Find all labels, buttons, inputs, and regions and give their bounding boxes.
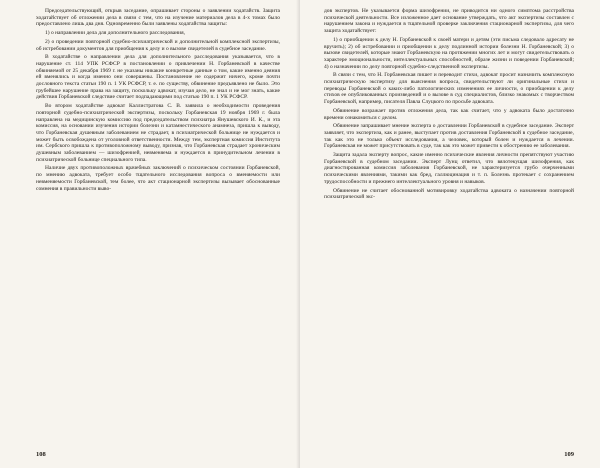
paragraph: 2) о проведении повторной судебно-психиатрической и дополнительной комплексной экспертизы, об истребовании документов для приобщения к делу и о вызове свидетелей в судебное заседание. <box>36 38 280 52</box>
paragraph: Обвинение не считает обоснованной мотивировку ходатайства адвоката о назначении повторной психиатрической экс- <box>324 187 574 201</box>
paragraph: В ходатайстве о направлении дела для дополнительного расследования указывается, что в нарушение ст. 114 УПК РСФСР в постановлении о привлечении Н. Горбаневской в качестве обвиняемой от 25 декабря 1969 г. не указаны никакие конкретные данные о том, какие именно деяния ей вменялись и когда именно они совершены. Постановление не содержит ничего, кроме почти дословного текста статьи 190 п. 1 УК РСФСР, т. е. по существу, обвинение предъявлено не было. Это грубейшее нарушение права на защиту, поскольку адвокат, изучая дело, не знал и не мог знать, какие действия Горбаневской следствие считает подпадающими под статью 190 п. 1 УК РСФСР. <box>36 54 280 101</box>
right-page-text <box>324 8 574 201</box>
paragraph: дов экспертов. Не указывается форма шизофрении, не приводится ни одного симптома расстройства психической деятельности. Все изложенное дает основание утверждать, что акт экспертизы составлен с нарушением закона и нуждается в тщательной проверке заключения стационарной экспертизы, для чего защита ходатайствует: <box>324 8 574 35</box>
page-number: 108 <box>36 451 46 458</box>
paragraph: Наличие двух противоположных врачебных заключений о психическом состоянии Горбаневской, по мнению адвоката, требует особо тщательного исследования вопроса о вменяемости или невменяемости Горбаневской, тем более, что акт стационарной экспертизы вызывает обоснованные сомнения в правильности выво- <box>36 165 280 192</box>
paragraph: 1) о приобщении к делу Н. Горбаневской к своей матери и детям (эти письма следовало адресату не вручить); 2) об истребовании и приобщении к делу подлинной истории болезни Н. Горбаневской; 3) о вызове свидетелей, которые знают Горбаневскую на протяжении многих лет и могут свидетельствовать о характере эмоциональности, интеллектуальных способностей, образе жизни и поведении Горбаневской; 4) о назначении по делу повторной судебно-следственной экспертизы. <box>324 36 574 70</box>
paragraph: В связи с тем, что Н. Горбаневская пишет и переводит стихи, адвокат просит назначить комплексную психиатрическую экспертизу для выяснения вопроса, свидетельствуют ли оригинальные стихи и переводы Горбаневской о каких-либо патологических изменениях ее личности, о приобщении к делу стихов ее опубликованных произведений и о вызове в суд специалистов, близко знакомых с творчеством Горбаневской, например, писателя Павла Слуцкого по просьбе адвоката. <box>324 72 574 106</box>
paragraph: Защита задала эксперту вопрос, какие именно психические явления личности препятствуют участию Горбаневской в судебном заседании. Эксперт Лунц ответил, что вялотекущая шизофрения, как диагностированная комиссия заболевания Горбаневской, не характеризуется грубо очерченными психическими явлениями, такими как бред, галлюцинация и т. п. Болезнь протекает с сохранением трудоспособности и прежнего интеллектуального уровня и навыков. <box>324 152 574 185</box>
right-page <box>300 0 600 468</box>
paragraph: Во втором ходатайстве адвокат Каллистратова С. В. заявила о необходимости проведения повторной судебно-психиатрической экспертизы, поскольку Горбаневская 19 ноября 1969 г. была направлена на медицинскую комиссию под председательством психиатра Янушевского И. К., и эта комиссия, на основании изучения истории болезни и катамнестического анамнеза, пришла к выводу, что Горбаневская душевным заболеванием не страдает, в психиатрической больнице не нуждается и может быть освобождена от уголовной ответственности. Между тем, экспертная комиссия Института им. Сербского пришла к противоположному выводу, признав, что Горбаневская страдает хроническим душевным заболеванием — шизофренией, невменяема и нуждается в принудительном лечении в психиатрической больнице специального типа. <box>36 103 280 163</box>
left-page-text <box>36 8 280 192</box>
paragraph: 1) о направлении дела для дополнительного расследования, <box>45 30 186 37</box>
paragraph: Председательствующий, открыв заседание, опрашивает стороны о заявлении ходатайств. Защита ходатайствует об отложении дела в связи с тем, что на изучение материалов дела в 4-х томах было предоставлено лишь два дня. Одновременно были заявлены ходатайства защиты: <box>36 8 280 28</box>
page-number: 109 <box>564 451 574 458</box>
paragraph: Обвинение возражает против отложения дела, так как считает, что у адвоката было достаточно времени ознакомиться с делом. <box>324 107 574 121</box>
paragraph: Обвинение запрашивает мнение эксперта о доставлении Горбаневской в судебное заседание. Эксперт заявляет, что экспертиза, как и ранее, выступает против доставления Горбаневской в судебное заседание, так как это не только объект исследования, а человек, который болен и нуждается в лечении. Горбаневская не может присутствовать в суде, так как это может привести к обострению ее заболевания. <box>324 123 574 150</box>
